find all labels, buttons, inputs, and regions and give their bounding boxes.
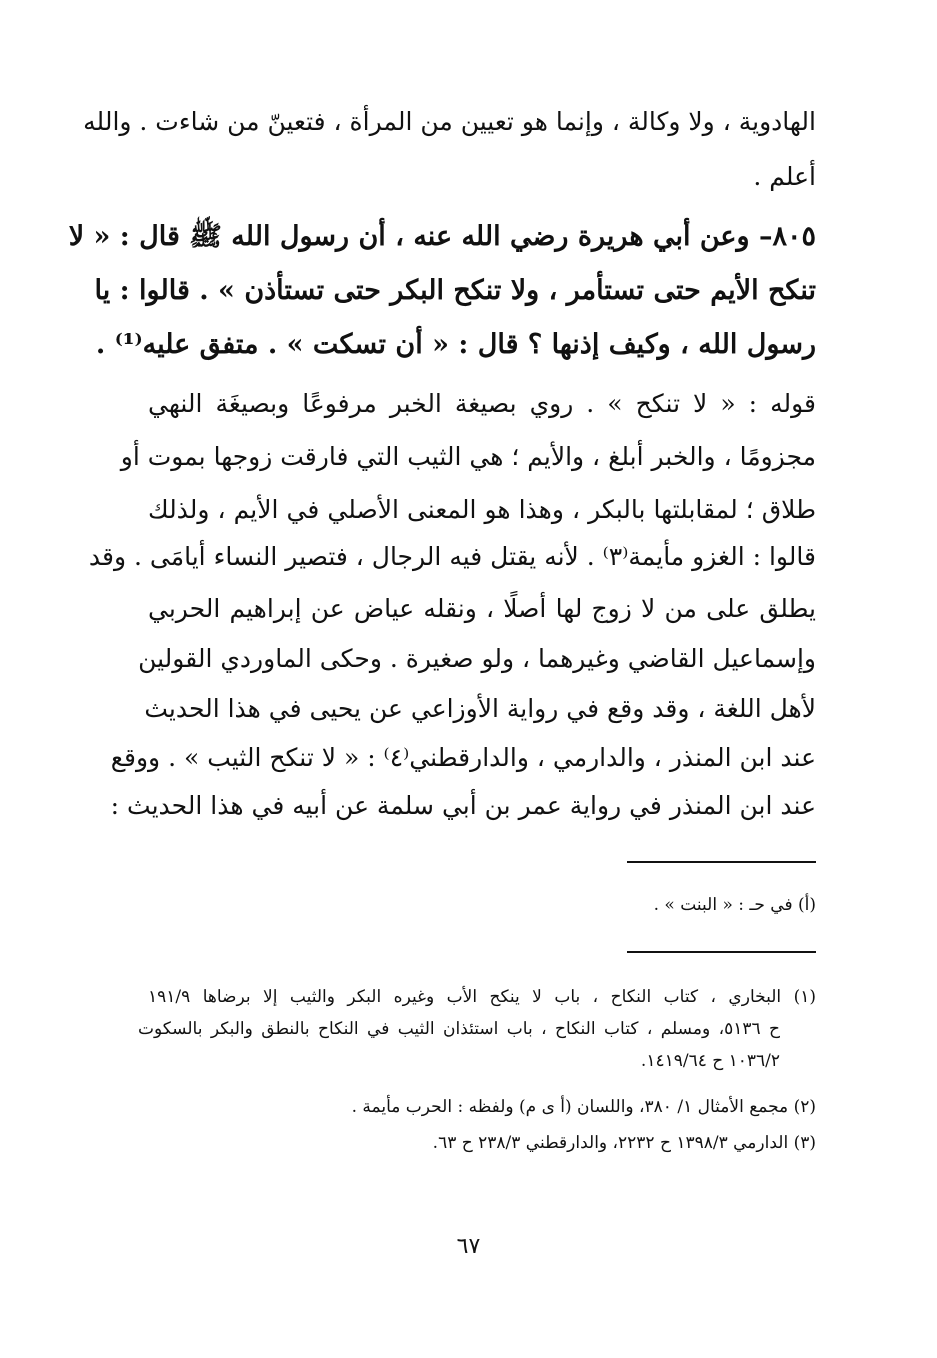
commentary-line-1: قوله : « لا تنكح » . روي بصيغة الخبر مرفوعًا وبصيغَة النهي <box>148 389 816 418</box>
footnote-1-line-2: ح ٥١٣٦، ومسلم ، كتاب النكاح ، باب استئذان الثيب في النكاح بالنطق والبكر بالسكوت <box>138 1019 780 1039</box>
commentary-line-5: يطلق على من لا زوج لها أصلًا ، ونقله عياض عن إبراهيم الحربي <box>148 594 816 623</box>
page-number: ٦٧ <box>456 1234 481 1259</box>
footnote-1-line-3: ١٠٣٦/٢ ح ١٤١٩/٦٤. <box>640 1051 780 1071</box>
footnotes-separator <box>627 951 816 953</box>
footnote-2: (٢) مجمع الأمثال ١/ ٣٨٠، واللسان (أ ى م) ولفظه : الحرب مأيمة . <box>351 1097 816 1117</box>
commentary-line-7: لأهل اللغة ، وقد وقع في رواية الأوزاعي عن يحيى في هذا الحديث <box>144 694 816 723</box>
footnote-3: (٣) الدارمي ١٣٩٨/٣ ح ٢٢٣٢، والدارقطني ٢٣٨/٣ ح ٦٣. <box>432 1133 816 1153</box>
top-paragraph-line-1: الهادوية ، ولا وكالة ، وإنما هو تعيين من المرأة ، فتعينّ من شاءت . والله <box>83 107 816 136</box>
commentary-line-3: طلاق ؛ لمقابلتها بالبكر ، وهذا هو المعنى الأصلي في الأيم ، ولذلك <box>148 495 816 524</box>
hadith-line-3: رسول الله ، وكيف إذنها ؟ قال : « أن تسكت » . متفق عليه⁽¹⁾ . <box>95 329 816 360</box>
commentary-line-2: مجزومًا ، والخبر أبلغ ، والأيم ؛ هي الثيب التي فارقت زوجها بموت أو <box>120 442 816 471</box>
top-paragraph-line-2: أعلم . <box>753 162 816 191</box>
footnote-1-line-1: (١) البخاري ، كتاب النكاح ، باب لا ينكح الأب وغيره البكر والثيب إلا برضاها ١٩١/٩ <box>148 987 816 1007</box>
commentary-line-4: قالوا : الغزو مأيمة⁽٣⁾ . لأنه يقتل فيه الرجال ، فتصير النساء أيامَى . وقد <box>88 542 816 571</box>
hadith-line-2: تنكح الأيم حتى تستأمر ، ولا تنكح البكر حتى تستأذن » . قالوا : يا <box>94 275 816 306</box>
hadith-line-1: ٨٠٥– وعن أبي هريرة رضي الله عنه ، أن رسول الله ﷺ قال : « لا <box>68 221 816 252</box>
commentary-line-8: عند ابن المنذر ، والدارمي ، والدارقطني⁽٤⁾ : « لا تنكح الثيب » . ووقع <box>110 743 816 772</box>
commentary-line-9: عند ابن المنذر في رواية عمر بن أبي سلمة عن أبيه في هذا الحديث : <box>110 791 816 820</box>
variant-note-separator <box>627 861 816 863</box>
commentary-line-6: وإسماعيل القاضي وغيرهما ، ولو صغيرة . وحكى الماوردي القولين <box>138 644 816 673</box>
variant-note: (أ) في حـ : « البنت » . <box>653 895 816 915</box>
